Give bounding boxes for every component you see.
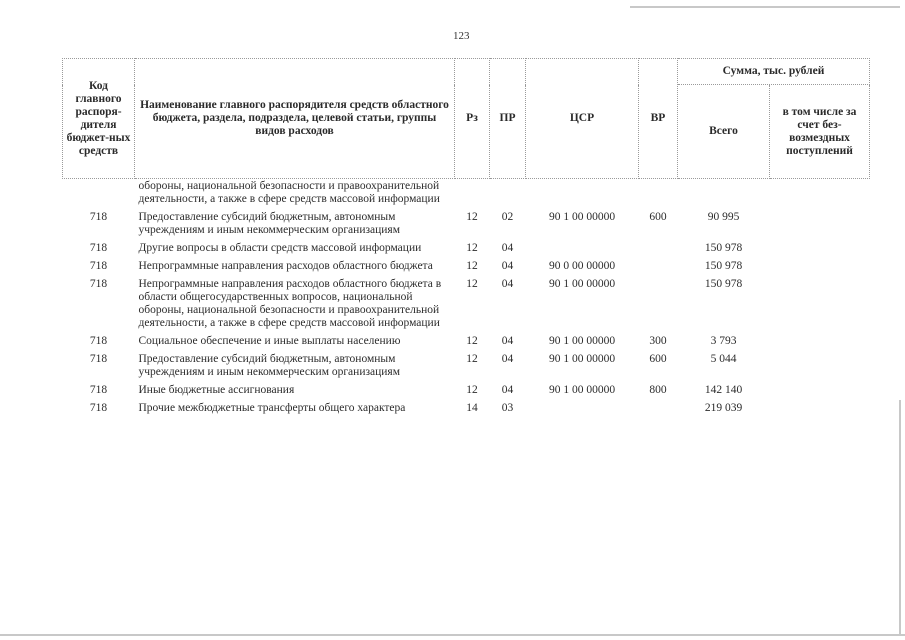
cell-code <box>63 179 135 211</box>
header-pr: ПР <box>490 59 526 179</box>
cell-rz: 12 <box>466 242 478 254</box>
cell-total: 5 044 <box>710 353 737 365</box>
cell-pr: 02 <box>501 211 514 223</box>
cell-code: 718 <box>89 242 108 254</box>
cell-rz: 14 <box>466 402 478 414</box>
cell-pr: 04 <box>501 242 514 254</box>
cell-csr <box>526 179 639 211</box>
budget-table <box>62 58 870 419</box>
cell-name: Предоставление субсидий бюджетным, автономным учреждениям и иным некоммерческим организациям <box>138 211 400 236</box>
cell-csr <box>526 241 639 259</box>
header-csr: ЦСР <box>526 59 639 179</box>
table-row <box>63 383 870 401</box>
table-row <box>63 259 870 277</box>
header-total: Всего <box>678 85 770 179</box>
header-name: Наименование главного распорядителя средств областного бюджета, раздела, подраздела, целевой статьи, группы видов расходов <box>135 59 455 179</box>
cell-name: обороны, национальной безопасности и правоохранительной деятельности, а также в сфере средств массовой информации <box>138 180 440 205</box>
table-row <box>63 401 870 419</box>
cell-rz: 12 <box>466 353 478 365</box>
header-rz: Рз <box>455 59 490 179</box>
cell-vr <box>639 241 678 259</box>
cell-code: 718 <box>89 211 108 223</box>
cell-pr: 04 <box>501 353 514 365</box>
cell-pr: 04 <box>501 384 514 396</box>
header-free: в том числе за счет без-возмездных поступлений <box>770 85 870 179</box>
header-code: Код главного распоря-дителя бюджет-ных средств <box>63 59 135 179</box>
cell-pr <box>490 179 526 211</box>
cell-rz <box>455 179 490 211</box>
cell-code: 718 <box>89 384 108 396</box>
cell-vr <box>639 401 678 419</box>
cell-free <box>770 383 870 401</box>
cell-free <box>770 277 870 334</box>
cell-csr: 90 1 00 00000 <box>548 384 616 396</box>
table-row <box>63 210 870 241</box>
cell-vr <box>639 259 678 277</box>
cell-vr: 300 <box>649 335 667 347</box>
cell-total <box>678 179 770 211</box>
cell-name: Непрограммные направления расходов областного бюджета в области общегосударственных вопросов, национальной обороны, национальной безопасности и правоохранительной деятельности, а также в сфере средств массовой информации <box>138 278 442 329</box>
cell-code: 718 <box>89 402 108 414</box>
header-sum-group: Сумма, тыс. рублей <box>678 59 870 85</box>
table-row <box>63 179 870 211</box>
cell-pr: 04 <box>501 278 514 290</box>
cell-csr: 90 1 00 00000 <box>548 278 616 290</box>
cell-rz: 12 <box>466 278 478 290</box>
cell-name: Другие вопросы в области средств массовой информации <box>138 242 422 254</box>
cell-pr: 03 <box>501 402 514 414</box>
scan-artifact-bottom <box>0 634 905 636</box>
cell-rz: 12 <box>466 384 478 396</box>
cell-csr: 90 1 00 00000 <box>548 335 616 347</box>
page-number: 123 <box>453 30 470 42</box>
cell-total: 150 978 <box>704 242 743 254</box>
cell-csr: 90 1 00 00000 <box>548 211 616 223</box>
cell-total: 150 978 <box>704 260 743 272</box>
cell-pr: 04 <box>501 335 514 347</box>
cell-rz: 12 <box>466 335 478 347</box>
scan-artifact-top <box>630 6 900 8</box>
table-row <box>63 241 870 259</box>
cell-csr <box>526 401 639 419</box>
cell-pr: 04 <box>501 260 514 272</box>
cell-name: Прочие межбюджетные трансферты общего характера <box>138 402 406 414</box>
cell-code: 718 <box>89 260 108 272</box>
cell-free <box>770 210 870 241</box>
cell-total: 150 978 <box>704 278 743 290</box>
cell-name: Предоставление субсидий бюджетным, автономным учреждениям и иным некоммерческим организациям <box>138 353 400 378</box>
table-row <box>63 352 870 383</box>
cell-code: 718 <box>89 335 108 347</box>
cell-rz: 12 <box>466 260 478 272</box>
table-row <box>63 277 870 334</box>
cell-free <box>770 259 870 277</box>
cell-vr: 800 <box>649 384 667 396</box>
cell-code: 718 <box>89 278 108 290</box>
cell-csr: 90 1 00 00000 <box>548 353 616 365</box>
cell-free <box>770 179 870 211</box>
cell-total: 142 140 <box>704 384 743 396</box>
header-vr: ВР <box>639 59 678 179</box>
cell-csr: 90 0 00 00000 <box>548 260 616 272</box>
cell-code: 718 <box>89 353 108 365</box>
table-header <box>63 59 870 179</box>
table-body <box>63 179 870 420</box>
scan-artifact-right <box>899 400 901 636</box>
cell-free <box>770 334 870 352</box>
cell-total: 3 793 <box>710 335 737 347</box>
cell-name: Непрограммные направления расходов областного бюджета <box>138 260 433 272</box>
cell-rz: 12 <box>466 211 478 223</box>
cell-total: 219 039 <box>704 402 743 414</box>
cell-free <box>770 352 870 383</box>
cell-vr: 600 <box>649 211 667 223</box>
cell-vr <box>639 179 678 211</box>
cell-vr <box>639 277 678 334</box>
cell-total: 90 995 <box>707 211 740 223</box>
cell-name: Иные бюджетные ассигнования <box>138 384 295 396</box>
cell-free <box>770 241 870 259</box>
cell-vr: 600 <box>649 353 667 365</box>
table-row <box>63 334 870 352</box>
cell-name: Социальное обеспечение и иные выплаты населению <box>138 335 401 347</box>
cell-free <box>770 401 870 419</box>
